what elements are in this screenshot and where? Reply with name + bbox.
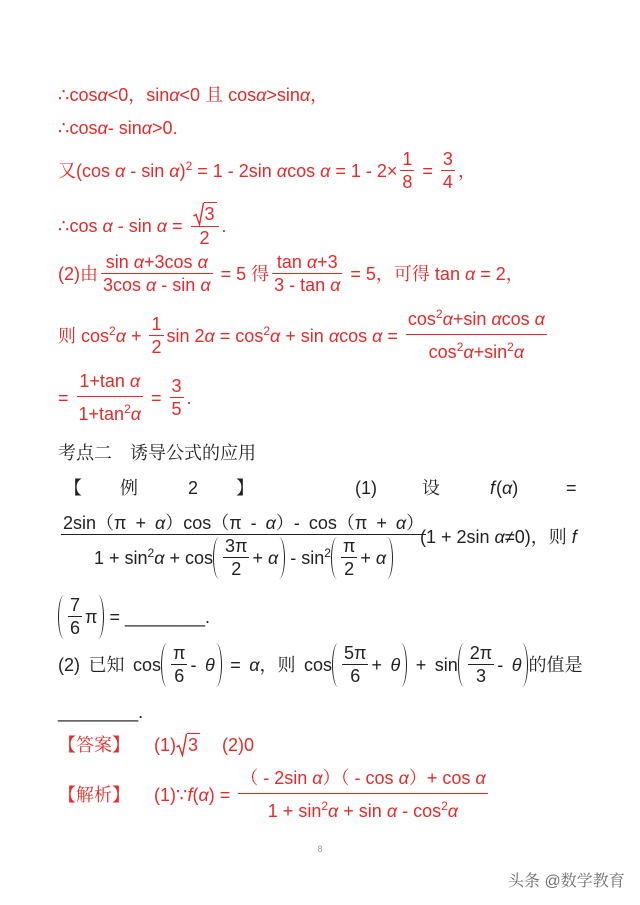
expr-segment	[167, 324, 403, 348]
exponent: 2	[147, 545, 155, 560]
solution-line-7	[58, 370, 192, 425]
fraction	[68, 594, 82, 639]
equals: =	[566, 478, 577, 498]
numerator: 3π	[225, 536, 248, 556]
text: 1+tan	[78, 404, 125, 424]
text: - sin	[285, 547, 325, 568]
expr-segment	[94, 547, 213, 569]
text: + sin	[407, 654, 458, 675]
left-paren	[213, 537, 219, 579]
exponent: 2	[324, 545, 331, 560]
solution-line-5	[58, 251, 524, 296]
numerator: sin α+3cos α	[105, 252, 208, 272]
denominator: 3	[468, 664, 494, 687]
answer-blank: ________.	[58, 702, 144, 722]
exponent: 2	[124, 402, 131, 416]
text: = α，则 cos	[221, 654, 332, 675]
denominator: 6	[342, 664, 368, 687]
section-heading: 考点二 诱导公式的应用	[58, 443, 256, 463]
denominator: 2	[223, 557, 249, 580]
text: - θ	[190, 654, 215, 675]
left-paren	[58, 595, 64, 639]
fraction	[101, 251, 213, 296]
text: ∴cos α - sin α =	[58, 215, 188, 236]
text: π	[85, 606, 98, 627]
fraction	[171, 642, 187, 687]
denominator: 5	[171, 399, 182, 419]
text: (1)∵	[154, 784, 188, 805]
denominator: 6	[171, 664, 187, 687]
right-paren	[387, 537, 393, 579]
text: + α	[252, 547, 279, 568]
text: α + cos	[154, 547, 214, 568]
denominator: 6	[70, 618, 81, 638]
left-bracket: 【	[64, 478, 82, 498]
numerator: 1+tan α	[79, 371, 141, 391]
text: ，	[457, 160, 476, 181]
text: (α) =	[192, 784, 236, 805]
numerator	[406, 308, 547, 334]
numerator: 7	[70, 595, 81, 615]
answer-label: 【答案】	[58, 735, 130, 755]
text: 则 cos	[58, 325, 110, 346]
numerator: tan α+3	[276, 252, 338, 272]
left-paren	[332, 643, 338, 687]
fraction	[238, 767, 487, 822]
square-root	[193, 202, 217, 226]
text: (1)	[154, 735, 176, 755]
fraction	[342, 642, 368, 687]
text: 设	[422, 478, 440, 498]
numerator: 2π	[469, 643, 493, 663]
denominator	[77, 396, 144, 425]
fraction	[468, 642, 494, 687]
numerator: （ - 2sin α）（ - cos α）+ cos α	[240, 768, 486, 788]
text: (2)0	[222, 735, 255, 755]
numerator: 5π	[344, 643, 367, 663]
fraction	[77, 370, 144, 425]
exponent: 2	[263, 323, 271, 338]
expr-segment	[154, 783, 235, 807]
fraction	[61, 512, 426, 580]
exponent: 2	[321, 799, 329, 813]
left-paren	[458, 643, 464, 687]
numerator: 3	[171, 376, 182, 396]
problem-line-12	[58, 642, 582, 687]
solution-line-3	[58, 148, 476, 193]
text: + α	[360, 547, 387, 568]
text: = 5，可得 tan α = 2，	[345, 263, 524, 284]
text: - θ	[497, 654, 522, 675]
text: 又(cos α - sin α)	[58, 160, 186, 181]
fraction	[441, 148, 455, 193]
expr-segment	[285, 547, 331, 569]
text: = 1 - 2sin αcos α = 1 - 2×	[192, 160, 398, 181]
exponent: 2	[507, 340, 514, 354]
denominator: 3cos α - sin α	[103, 275, 211, 295]
text: cos	[407, 309, 436, 329]
answer-blank: = ________.	[104, 606, 211, 627]
fraction	[341, 535, 357, 580]
fraction	[272, 251, 342, 296]
expr-segment	[58, 324, 146, 348]
function-name: f	[187, 784, 193, 805]
fraction	[406, 308, 547, 363]
text: α +	[115, 325, 147, 346]
text: = 5 得	[215, 263, 270, 284]
function-name: f	[490, 478, 496, 498]
watermark: 头条 @数学教育	[508, 873, 625, 890]
text: (2)由	[58, 263, 98, 284]
text: .	[221, 215, 227, 236]
function-arg: (α)	[496, 478, 519, 498]
fraction-half	[149, 313, 163, 358]
text: (2) 已知 cos	[58, 654, 162, 675]
exponent: 2	[185, 158, 193, 173]
radical-sign-icon	[193, 202, 204, 226]
denominator: 2	[191, 226, 219, 249]
fraction	[191, 202, 219, 249]
text: α	[130, 404, 142, 424]
exponent: 2	[441, 799, 448, 813]
denominator: 2	[341, 557, 357, 580]
text: + θ	[371, 654, 401, 675]
radical-sign-icon	[176, 733, 187, 757]
denominator: 2	[151, 337, 162, 357]
text: cos	[428, 342, 457, 362]
numerator	[191, 202, 219, 226]
numerator: 1	[402, 149, 413, 169]
example-header	[0, 476, 640, 500]
example-number: 2	[188, 478, 199, 498]
denominator: 3 - tan α	[274, 275, 341, 295]
right-bracket: 】	[236, 478, 254, 498]
numerator: π	[342, 536, 356, 556]
denominator: 8	[402, 172, 413, 192]
numerator: π	[173, 643, 186, 663]
exponent: 2	[435, 307, 443, 321]
text: α + sin α - cos	[328, 801, 442, 821]
fraction	[400, 148, 414, 193]
text: α+sin	[463, 342, 508, 362]
problem-fraction	[58, 512, 429, 580]
problem-condition	[420, 525, 577, 549]
exponent: 2	[456, 340, 464, 354]
text: α	[513, 342, 525, 362]
numerator: 1	[151, 314, 162, 334]
denominator	[406, 334, 547, 363]
analysis-line	[58, 767, 491, 822]
solution-line-2: ∴cos α - sin α >0.	[58, 118, 178, 138]
part-label: (1)	[355, 478, 377, 498]
function-name: f	[571, 527, 577, 547]
text: α + sin αcos α =	[270, 325, 403, 346]
numerator: 3	[442, 149, 453, 169]
text: (1 + 2sin α≠0)，则	[420, 527, 572, 547]
solution-line-1: ∴cos α <0，sin α <0 且 cos α >sin α ，	[58, 85, 329, 105]
denominator	[238, 793, 487, 822]
exponent: 2	[109, 323, 116, 338]
text: .	[186, 387, 192, 408]
example-label: 例	[120, 478, 138, 498]
page-number: 8	[317, 844, 323, 854]
text: =	[58, 387, 74, 408]
denominator	[61, 534, 426, 580]
solution-line-6	[58, 308, 550, 363]
denominator: 4	[442, 172, 453, 192]
fraction	[223, 535, 249, 580]
text: =	[417, 160, 438, 181]
answer-line	[58, 733, 254, 757]
expr-segment	[58, 159, 397, 183]
radicand: 3	[188, 735, 199, 755]
text: 1 + sin	[93, 547, 148, 568]
numerator: 2sin（π + α）cos（π - α）- cos（π + α）	[63, 513, 425, 533]
square-root	[176, 733, 200, 757]
text: α	[447, 801, 459, 821]
solution-line-4	[58, 202, 227, 249]
analysis-label: 【解析】	[58, 784, 130, 805]
left-paren	[161, 643, 167, 687]
left-paren	[331, 537, 337, 579]
text: sin 2α = cos	[166, 325, 264, 346]
text: 1 + sin	[267, 801, 322, 821]
text: =	[146, 387, 167, 408]
fraction	[170, 375, 184, 420]
problem-line-11	[58, 594, 210, 639]
radicand: 3	[204, 204, 215, 224]
text: 的值是	[528, 654, 583, 675]
text: α+sin αcos α	[442, 309, 545, 329]
